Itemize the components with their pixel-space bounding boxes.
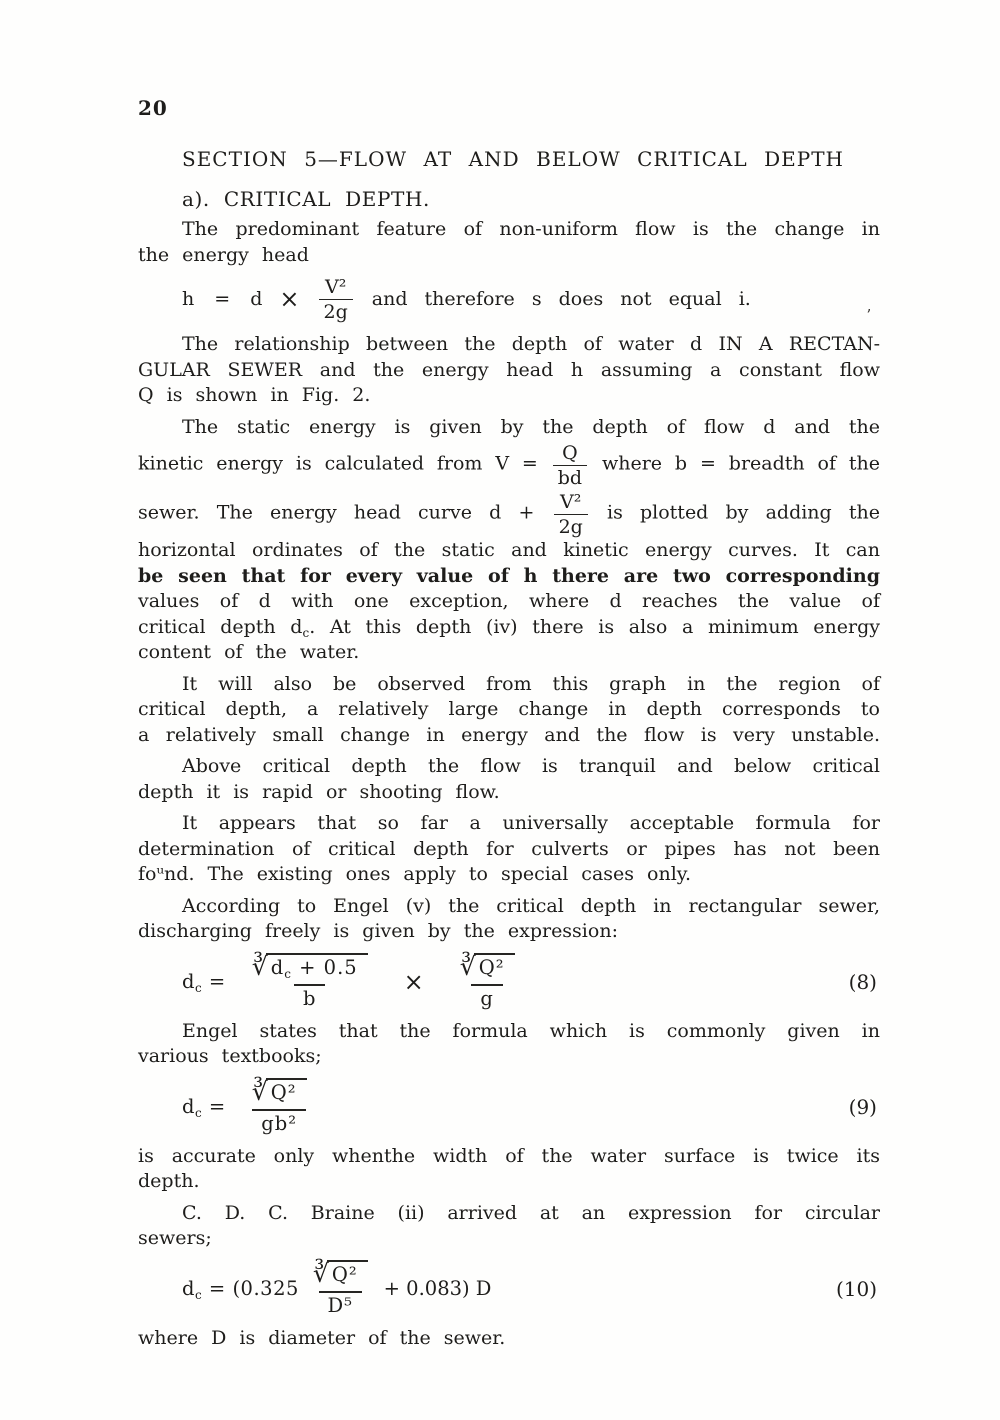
paragraph-3: [138, 415, 880, 666]
body-line: The relationship between the depth of water d IN A RECTAN-: [182, 333, 880, 355]
body-text: sewer. The energy head curve d +: [138, 501, 535, 524]
body-line: Q is shown in Fig. 2.: [138, 384, 371, 406]
fraction-numerator: Q²: [266, 1078, 307, 1107]
body-line-with-fraction: [138, 440, 880, 489]
inline-equation-energy-head: [138, 272, 880, 326]
equation-text: and therefore s does not equal i.: [371, 288, 751, 310]
body-line: depth.: [138, 1170, 200, 1192]
equation-10: [138, 1258, 880, 1320]
fraction-numerator: $d_c + 0.5$: [266, 953, 368, 982]
body-line: the energy head: [138, 243, 309, 266]
radical-fraction: [313, 1260, 368, 1317]
body-text: kinetic energy is calculated from V =: [138, 452, 538, 475]
body-line: determination of critical depth for culverts or pipes has not been: [138, 837, 880, 860]
paragraph-11: [138, 1326, 880, 1352]
body-line: values of d with one exception, where d reaches the value of: [138, 590, 880, 612]
equation-number: (10): [835, 1276, 877, 1301]
cube-root-sign: ∛: [251, 1077, 268, 1106]
subsection-heading: a). CRITICAL DEPTH.: [182, 187, 430, 211]
equation-rhs: + 0.083) D: [383, 1277, 492, 1300]
equation-lhs: $d_c = (0.325$: [182, 1277, 299, 1302]
body-line: various textbooks;: [138, 1045, 322, 1067]
fraction-numerator: Q²: [474, 953, 515, 982]
body-line: critical depth $d_c$. At this depth (iv) there is also a minimum energy: [138, 615, 880, 640]
paragraph-7: [138, 894, 880, 945]
body-line: C. D. C. Braine (ii) arrived at an expression for circular: [182, 1201, 880, 1224]
fraction-denominator: 2g: [319, 299, 353, 323]
paragraph-9: [138, 1144, 880, 1195]
radical-numerator: [460, 953, 515, 982]
body-line: Engel states that the formula which is commonly given in: [182, 1019, 880, 1042]
body-line: depth it is rapid or shooting flow.: [138, 780, 500, 803]
paragraph-1: [138, 217, 880, 268]
equation-number: (9): [848, 1094, 877, 1119]
body-line: According to Engel (v) the critical depth in rectangular sewer,: [182, 894, 880, 917]
body-line: sewers;: [138, 1227, 212, 1249]
fraction-numerator: Q²: [327, 1260, 368, 1289]
multiplication-sign: ×: [403, 967, 424, 996]
radical-fraction: [252, 953, 368, 1010]
multiplication-sign: ×: [279, 285, 300, 313]
fraction-denominator: bd: [553, 465, 587, 489]
cube-root-sign: ∛: [312, 1259, 329, 1288]
body-line: is accurate only whenthe width of the water surface is twice its: [138, 1144, 880, 1167]
paragraph-2: [138, 332, 880, 409]
body-line: The static energy is given by the depth of flow d and the: [182, 415, 880, 438]
body-line: discharging freely is given by the expression:: [138, 920, 618, 942]
body-line: be seen that for every value of h there are two corresponding: [138, 564, 880, 587]
fraction: [319, 276, 353, 323]
body-text: is plotted by adding the: [607, 501, 880, 524]
paragraph-4: [138, 672, 880, 749]
body-line: critical depth, a relatively large change in depth corresponds to: [138, 698, 880, 720]
equation-9: [138, 1076, 880, 1138]
radical-numerator: [252, 1078, 307, 1107]
fraction-denominator: D⁵: [319, 1291, 362, 1317]
body-text: where b = breadth of the: [601, 452, 880, 475]
page-number: 20: [138, 96, 168, 120]
radical-numerator: [313, 1260, 368, 1289]
fraction: [554, 491, 588, 538]
fraction-denominator: b: [294, 984, 325, 1010]
text-column: [138, 96, 880, 1351]
fraction: [553, 442, 587, 489]
body-line: It appears that so far a universally acceptable formula for: [182, 812, 880, 834]
radical-fraction: [252, 1078, 307, 1135]
section-heading: SECTION 5—FLOW AT AND BELOW CRITICAL DEPTH: [182, 147, 844, 171]
equation-lhs: $d_c$ =: [182, 970, 226, 995]
body-line-with-fraction: [138, 489, 880, 538]
body-line: horizontal ordinates of the static and kinetic energy curves. It can: [138, 539, 880, 561]
fraction-denominator: gb²: [252, 1109, 306, 1135]
body-line: where D is diameter of the sewer.: [138, 1326, 506, 1349]
fraction-numerator: V²: [324, 275, 347, 298]
body-line: a relatively small change in energy and the flow is very unstable.: [138, 723, 880, 746]
body-line: GULAR SEWER and the energy head h assuming a constant flow: [138, 358, 880, 381]
fraction-numerator: Q: [562, 442, 578, 464]
fraction-denominator: 2g: [554, 514, 588, 538]
body-line: content of the water.: [138, 641, 360, 663]
paragraph-10: [138, 1201, 880, 1252]
equation-number: (8): [848, 969, 877, 994]
radical-numerator: [252, 953, 368, 982]
paragraph-5: [138, 754, 880, 805]
fraction-numerator: V²: [560, 491, 582, 513]
fraction-denominator: g: [471, 984, 502, 1010]
equation-text: h = d: [182, 288, 263, 310]
body-line: The predominant feature of non-uniform flow is the change in: [182, 218, 880, 240]
equation-8: [138, 951, 880, 1013]
radical-fraction: [460, 953, 515, 1010]
cube-root-sign: ∛: [251, 952, 268, 981]
paragraph-6: [138, 811, 880, 888]
equation-lhs: $d_c$ =: [182, 1095, 226, 1120]
body-line: Above critical depth the flow is tranquil and below critical: [182, 755, 880, 777]
cube-root-sign: ∛: [459, 952, 476, 981]
body-line: foᵘnd. The existing ones apply to special cases only.: [138, 863, 692, 885]
body-line: It will also be observed from this graph in the region of: [182, 672, 880, 695]
paragraph-8: [138, 1019, 880, 1070]
ink-mark-artifact: ʼ: [866, 306, 871, 324]
